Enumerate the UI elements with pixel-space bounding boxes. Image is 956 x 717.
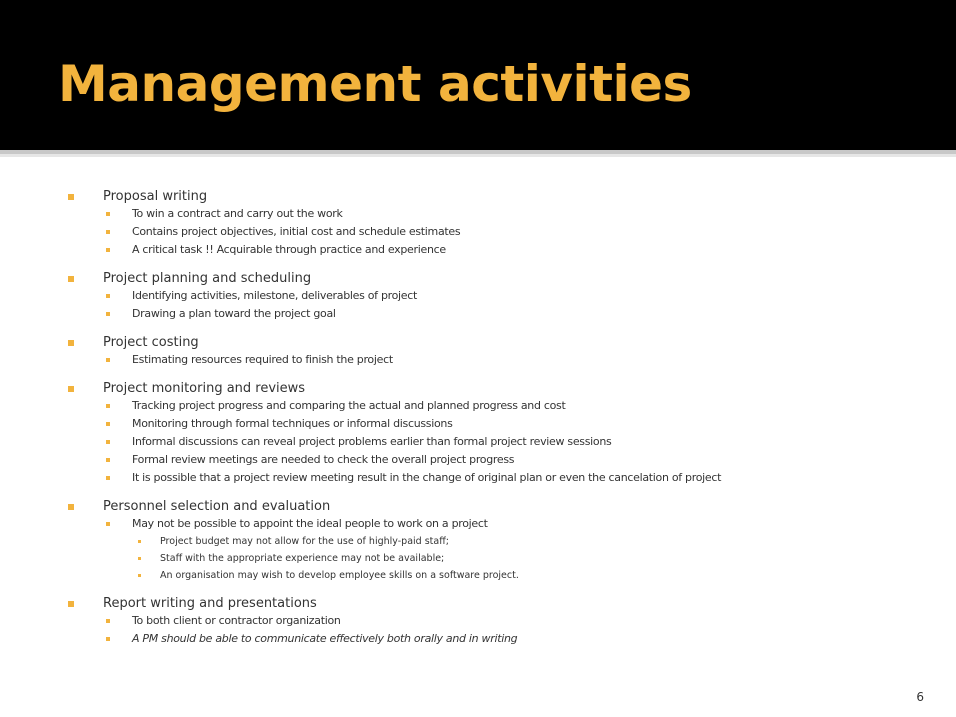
bullet-level2 (66, 241, 936, 259)
bullet-level2 (66, 287, 936, 305)
page-number: 6 (916, 690, 924, 704)
bullet-text: Identifying activities, milestone, deliverables of project (132, 289, 418, 302)
bullet-level2 (66, 630, 936, 648)
bullet-text: Contains project objectives, initial cost and schedule estimates (132, 225, 461, 238)
bullet-text: Project budget may not allow for the use of highly-paid staff; (160, 536, 449, 547)
bullet-text: Staff with the appropriate experience may not be available; (160, 553, 445, 564)
section-heading: Proposal writing (103, 189, 208, 204)
square-bullet-icon (68, 386, 74, 392)
slide-body (66, 188, 936, 659)
section-heading: Project costing (103, 335, 199, 350)
title-divider-shadow (0, 154, 956, 157)
bullet-level2 (66, 305, 936, 323)
bullet-text: Formal review meetings are needed to check the overall project progress (132, 453, 515, 466)
square-bullet-icon (106, 619, 110, 623)
section-project-planning (66, 270, 936, 323)
square-bullet-icon (68, 276, 74, 282)
square-bullet-icon (106, 230, 110, 234)
bullet-level3 (66, 550, 936, 567)
bullet-level2 (66, 205, 936, 223)
square-bullet-icon (138, 557, 141, 560)
section-project-costing (66, 334, 936, 369)
square-bullet-icon (106, 294, 110, 298)
bullet-level2 (66, 515, 936, 533)
bullet-level1 (66, 595, 936, 612)
bullet-text: A critical task !! Acquirable through practice and experience (132, 243, 446, 256)
bullet-level1 (66, 380, 936, 397)
square-bullet-icon (68, 601, 74, 607)
bullet-text: An organisation may wish to develop employee skills on a software project. (160, 570, 519, 581)
bullet-level3 (66, 567, 936, 584)
square-bullet-icon (106, 422, 110, 426)
section-personnel-selection (66, 498, 936, 584)
bullet-level1 (66, 188, 936, 205)
square-bullet-icon (138, 574, 141, 577)
square-bullet-icon (106, 522, 110, 526)
bullet-level2 (66, 415, 936, 433)
section-project-monitoring (66, 380, 936, 487)
title-bar (0, 0, 956, 150)
bullet-text: Drawing a plan toward the project goal (132, 307, 336, 320)
bullet-level2 (66, 451, 936, 469)
bullet-text: To both client or contractor organization (132, 614, 341, 627)
square-bullet-icon (106, 212, 110, 216)
bullet-level2 (66, 397, 936, 415)
section-heading: Project monitoring and reviews (103, 381, 306, 396)
bullet-level1 (66, 498, 936, 515)
square-bullet-icon (106, 458, 110, 462)
bullet-text: Monitoring through formal techniques or informal discussions (132, 417, 453, 430)
slide-title: Management activities (58, 55, 692, 113)
bullet-text: Estimating resources required to finish the project (132, 353, 393, 366)
bullet-level3 (66, 533, 936, 550)
square-bullet-icon (106, 358, 110, 362)
bullet-level1 (66, 334, 936, 351)
section-heading: Personnel selection and evaluation (103, 499, 331, 514)
square-bullet-icon (68, 504, 74, 510)
bullet-level1 (66, 270, 936, 287)
square-bullet-icon (106, 440, 110, 444)
bullet-text: A PM should be able to communicate effectively both orally and in writing (132, 632, 518, 645)
bullet-level2 (66, 469, 936, 487)
square-bullet-icon (106, 248, 110, 252)
square-bullet-icon (106, 404, 110, 408)
bullet-text: May not be possible to appoint the ideal people to work on a project (132, 517, 488, 530)
bullet-level2 (66, 223, 936, 241)
section-heading: Report writing and presentations (103, 596, 317, 611)
bullet-level2 (66, 351, 936, 369)
bullet-level2 (66, 612, 936, 630)
section-report-writing (66, 595, 936, 648)
square-bullet-icon (106, 312, 110, 316)
section-heading: Project planning and scheduling (103, 271, 312, 286)
bullet-text: It is possible that a project review meeting result in the change of original plan or even the cancelation of project (132, 471, 722, 484)
section-proposal-writing (66, 188, 936, 259)
square-bullet-icon (68, 340, 74, 346)
square-bullet-icon (138, 540, 141, 543)
square-bullet-icon (106, 476, 110, 480)
bullet-text: Informal discussions can reveal project problems earlier than formal project review sessions (132, 435, 612, 448)
bullet-text: Tracking project progress and comparing the actual and planned progress and cost (132, 399, 566, 412)
bullet-text: To win a contract and carry out the work (132, 207, 343, 220)
square-bullet-icon (106, 637, 110, 641)
bullet-level2 (66, 433, 936, 451)
square-bullet-icon (68, 194, 74, 200)
